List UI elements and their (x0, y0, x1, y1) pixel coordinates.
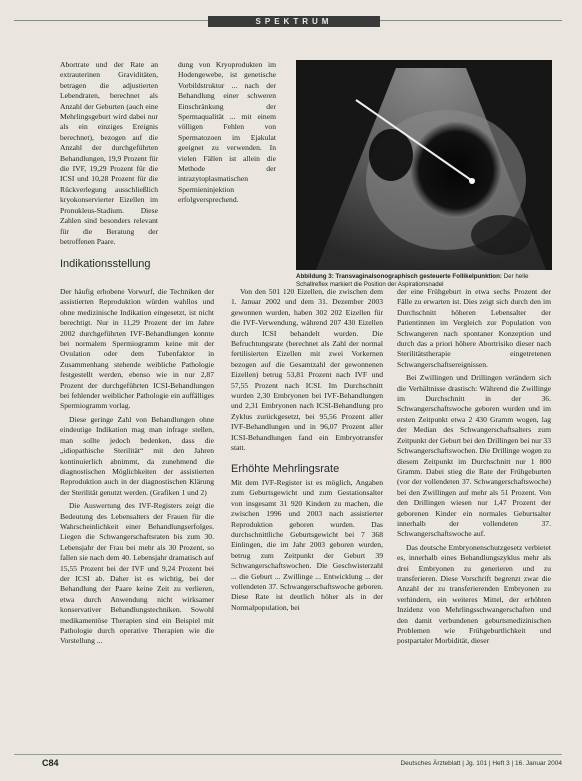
column-1-bottom (60, 287, 214, 650)
paragraph: Der häufig erhobene Vorwurf, die Techniken der assistierten Reproduktion würden wahllos und ohne medizinische Indikation eingesetzt, ist nicht berechtigt. Nur in 11,29 Prozent der im Jahre 2002 durchgeführten IVF-Behandlungen konnte bei normalem Spermiogramm keine mit der Ovulation oder dem Tubenfaktor in Zusammenhang stehende weibliche Pathologie festgestellt werden, ebenso wie in nur 2,87 Prozent der durchgeführten ICSI-Behandlungen bei fehlender weiblicher Pathologie ein auffälliges Spermiogramm vorlag. (60, 287, 214, 411)
paragraph: Abortrate und der Rate an extrauterinen Graviditäten, betragen die adjustierten Lebendraten, berechnet als Anzahl der Geburten (auch eine Mehrlingsgeburt wird dabei nur als ein einziges Ereignis berechnet), bezogen auf die Anzahl der durchgeführten Behandlungen, 19,9 Prozent für die IVF, 19,29 Prozent für die ICSI und 10,28 Prozent für die Rückverlegung ausschließlich kryokonservierter Eizellen im Pronukleus-Stadium. Diese Zahlen sind besonders relevant für die Beratung der betroffenen Paare. (60, 60, 158, 246)
caption-text: Der helle Schallreflex markiert die Position der Aspirationsnadel (296, 273, 529, 288)
page-number: C84 (42, 758, 59, 768)
journal-citation: Deutsches Ärzteblatt | Jg. 101 | Heft 3 | 16. Januar 2004 (400, 760, 562, 767)
paragraph: Mit dem IVF-Register ist es möglich, Angaben zum Geburtsgewicht und zum Gestationsalter von insgesamt 31 920 Kindern zu machen, die zwischen 1996 und 2003 nach assistierter Reproduktion geboren wurden. Das durchschnittliche Geburtsgewicht bei 7 368 Einlingen, die im Jahr 2003 geboren wurden, betrug zum Zeitpunkt der Geburt 39 Schwangerschaftswochen. Die Geschwisterzahl ... die Geburt ... Zwillinge ... Entwicklung ... der vollendeten 37. Schwangerschaftswoche geboren. Diese Rate ist deutlich höher als in der Normalpopulation, bei (231, 477, 383, 612)
paragraph: Diese geringe Zahl von Behandlungen ohne eindeutige Indikation mag man infrage stellen, man sollte jedoch bedenken, dass die „idiopathische Sterilität“ mit den Jahren kontinuierlich abnimmt, da zunehmend die diagnostischen Möglichkeiten der assistierten Reproduktion auch in der diagnostischen Klärung der Sterilität genutzt werden. (Grafiken 1 und 2) (60, 414, 214, 497)
paragraph: Bei Zwillingen und Drillingen verändern sich die Verhältnisse drastisch: Während die Zwillinge im Durchschnitt in der 36. Schwangerschaftswoche geboren wurden und im ersten Zeitpunkt etwa 2 430 Gramm wogen, lag der Median des Schwangerschaftsalters zum Zeitpunkt der Geburt bei den Drillingen bei nur 33 Schwangerschaftswochen. Die Drillinge wogen zu diesem Zeitpunkt im Durchschnitt nur 1 800 Gramm. Dabei stieg die Rate der Frühgeburten (vor der vollendeten 37. Schwangerschaftswoche) bei den Zwillingen auf mehr als 51 Prozent. Von den Drillingen wiesen nur 1,47 Prozent der geborenen Kinder ein normales Geburtsalter innerhalb der vollendeten 37. Schwangerschaftswoche auf. (397, 373, 551, 539)
paragraph: Von den 501 120 Eizellen, die zwischen dem 1. Januar 2002 und dem 31. Dezember 2003 gewonnen wurden, haben 302 202 Eizellen für die IVF-Verwendung, während 207 430 Eizellen durch ICSI behandelt wurden. Die Befruchtungsrate (berechnet als Zahl der normal fertilisierten Eizellen mit zwei Vorkernen bezogen auf die Gesamtzahl der gewonnenen Eizellen) betrug 53,81 Prozent nach IVF und 57,55 Prozent nach ICSI. Im Durchschnitt wurden 2,30 Embryonen bei IVF-Behandlungen und 2,31 Embryonen nach ICSI-Behandlung pro Zyklus zurückgesetzt, bei 95,56 Prozent aller IVF-Behandlungen und in 96,07 Prozent aller ICSI-Behandlungen fand ein Embryotransfer statt. (231, 287, 383, 453)
ultrasound-image (296, 60, 552, 270)
footer-rule (14, 754, 562, 755)
column-2-bottom (231, 287, 383, 616)
paragraph: der eine Frühgeburt in etwa sechs Prozent der Fälle zu erwarten ist. Dies zeigt sich durch den im Durchschnitt höheren Lebensalter der Patientinnen im Vergleich zur Population von Schwangeren nach spontaner Konzeption und durch das a priori höhere Abortrisiko dieser nach Sterilitätstherapie eingetretenen Schwangerschaftsereignissen. (397, 287, 551, 369)
column-3 (397, 287, 551, 650)
header (0, 0, 582, 30)
heading-mehrlingsrate: Erhöhte Mehrlingsrate (231, 462, 340, 475)
caption-title: Abbildung 3: Transvaginalsonographisch gesteuerte Follikelpunktion: (296, 273, 502, 280)
column-1-top (60, 60, 158, 250)
paragraph: Die Auswertung des IVF-Registers zeigt die Bedeutung des Lebensalters der Frauen für die Wahrscheinlichkeit einer Behandlungserfolges. Liegen die Schwangerschaftsraten bis zum 30. Lebensjahr der Frau bei mehr als 30 Prozent, so fallen sie nach dem 40. Lebensjahr dramatisch auf 15,55 Prozent bei der IVF und 9,24 Prozent bei der ICSI ab. Daher ist es wichtig, bei der Behandlung der Paare keine Zeit zu verlieren, etwa durch Anwendung nicht wirksamer konservativer Behandlungstechniken. Sowohl medikamentöse Therapien sind ein Beispiel mit Pathologie durch operative Therapien wie die Vorstellung ... (60, 501, 214, 646)
column-2-top (178, 60, 276, 209)
ultrasound-figure (296, 60, 552, 270)
section-label: SPEKTRUM (255, 17, 333, 26)
heading-indikationsstellung: Indikationsstellung (60, 258, 151, 270)
figure-caption (296, 273, 552, 288)
paragraph: dung von Kryoprodukten im Hodengewebe, ist genetische Vorbildstruktur ... nach der Behandlung einer schweren Einschränkung der Spermaqualität ... mit einem völligen Fehlen von Spermatozoen im Ejakulat geeignet zu verwenden. In vielen Fällen ist allein die Methode der intrazytoplasmatischen Spermieninjektion erfolgversprechend. (178, 60, 276, 205)
paragraph: Das deutsche Embryonenschutzgesetz verbietet es, innerhalb eines Behandlungszyklus mehr als drei Embryonen zu generieren und zu transferieren. Diese Vorschrift begrenzt zwar die Anzahl der zu transferierenden Embryonen zu verhindern, ein weiteres Mittel, der erhöhten Inzidenz von Mehrlingsschwangerschaften und den damit verbundenen geburtsmedizinischen Problemen wie Frühgeburtlichkeit und postpartaler Morbidität, dieser (397, 542, 551, 646)
